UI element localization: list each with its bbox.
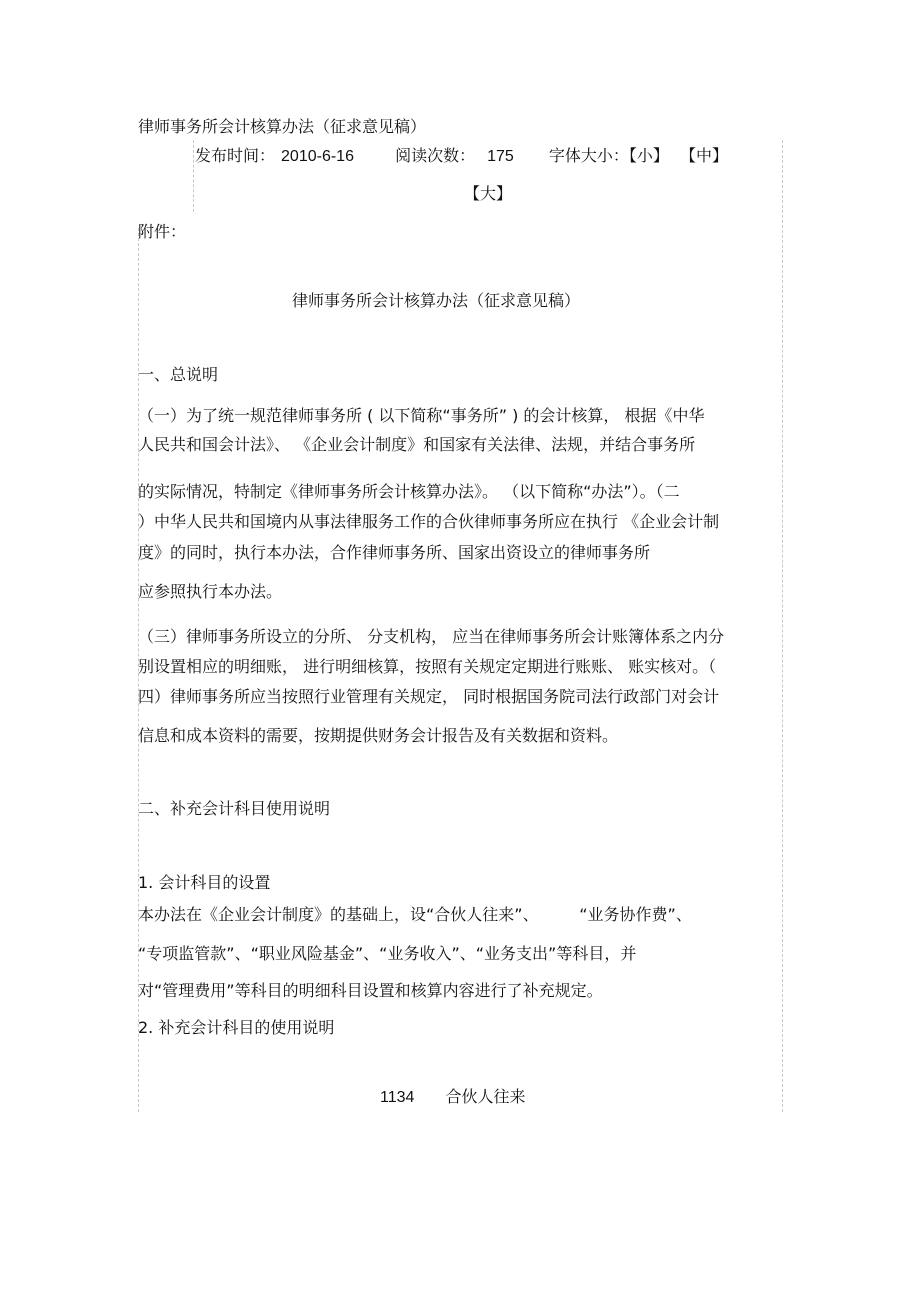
reads-label: 阅读次数： [395, 146, 476, 165]
account-code: 1134 [380, 1089, 415, 1106]
paragraph-line: （一）为了统一规范律师事务所 ( 以下简称“事务所” ) 的会计核算， 根据《中华 [138, 406, 705, 425]
attachment-label: 附件： [138, 222, 187, 241]
subsection-1-title: 1. 会计科目的设置 [138, 873, 271, 892]
paragraph-line: 别设置相应的明细账， 进行明细核算，按照有关规定定期进行账账、 账实核对。（ [138, 657, 717, 676]
meta-row [195, 146, 728, 167]
paragraph-line: 四）律师事务所应当按照行业管理有关规定， 同时根据国务院司法行政部门对会计 [138, 687, 720, 706]
paragraph-line: （三）律师事务所设立的分所、 分支机构， 应当在律师事务所会计账簿体系之内分 [138, 627, 725, 646]
reads-count: 175 [487, 148, 514, 165]
publish-date: 2010-6-16 [281, 148, 354, 165]
paragraph-line: 的实际情况，特制定《律师事务所会计核算办法》。 （以下简称“办法”）。（二 [138, 482, 680, 501]
document-title: 律师事务所会计核算办法（征求意见稿） [138, 117, 427, 136]
font-small-link[interactable]: 【小】 [628, 146, 669, 165]
document-heading: 律师事务所会计核算办法（征求意见稿） [292, 291, 581, 310]
paragraph-line: “专项监管款”、“职业风险基金”、“业务收入”、“业务支出”等科目，并 [138, 944, 637, 963]
paragraph-line: 信息和成本资料的需要，按期提供财务会计报告及有关数据和资料。 [138, 726, 619, 745]
paragraph-line: ）中华人民共和国境内从事法律服务工作的合伙律师事务所应在执行 《企业会计制 [138, 512, 720, 531]
subsection-2-title: 2. 补充会计科目的使用说明 [138, 1018, 335, 1037]
font-medium-link[interactable]: 【中】 [680, 146, 729, 165]
paragraph-line: 应参照执行本办法。 [138, 582, 283, 601]
frame-right-border [782, 140, 783, 1112]
account-name: 合伙人往来 [445, 1087, 526, 1106]
font-size-label: 字体大小： [548, 146, 629, 165]
paragraph-line: 人民共和国会计法》、 《企业会计制度》和国家有关法律、法规，并结合事务所 [138, 435, 696, 454]
font-large-link[interactable]: 【大】 [464, 184, 513, 203]
meta-left-border [193, 140, 194, 212]
section-1-title: 一、总说明 [138, 365, 219, 384]
paragraph-line: 对“管理费用”等科目的明细科目设置和核算内容进行了补充规定。 [138, 981, 603, 1000]
account-heading [380, 1087, 526, 1108]
paragraph-line: 度》的同时，执行本办法，合作律师事务所、国家出资设立的律师事务所 [138, 543, 651, 562]
paragraph-line: 本办法在《企业会计制度》的基础上，设“合伙人往来”、 “业务协作费”、 [138, 905, 692, 924]
publish-label: 发布时间： [195, 146, 276, 165]
section-2-title: 二、补充会计科目使用说明 [138, 799, 331, 818]
